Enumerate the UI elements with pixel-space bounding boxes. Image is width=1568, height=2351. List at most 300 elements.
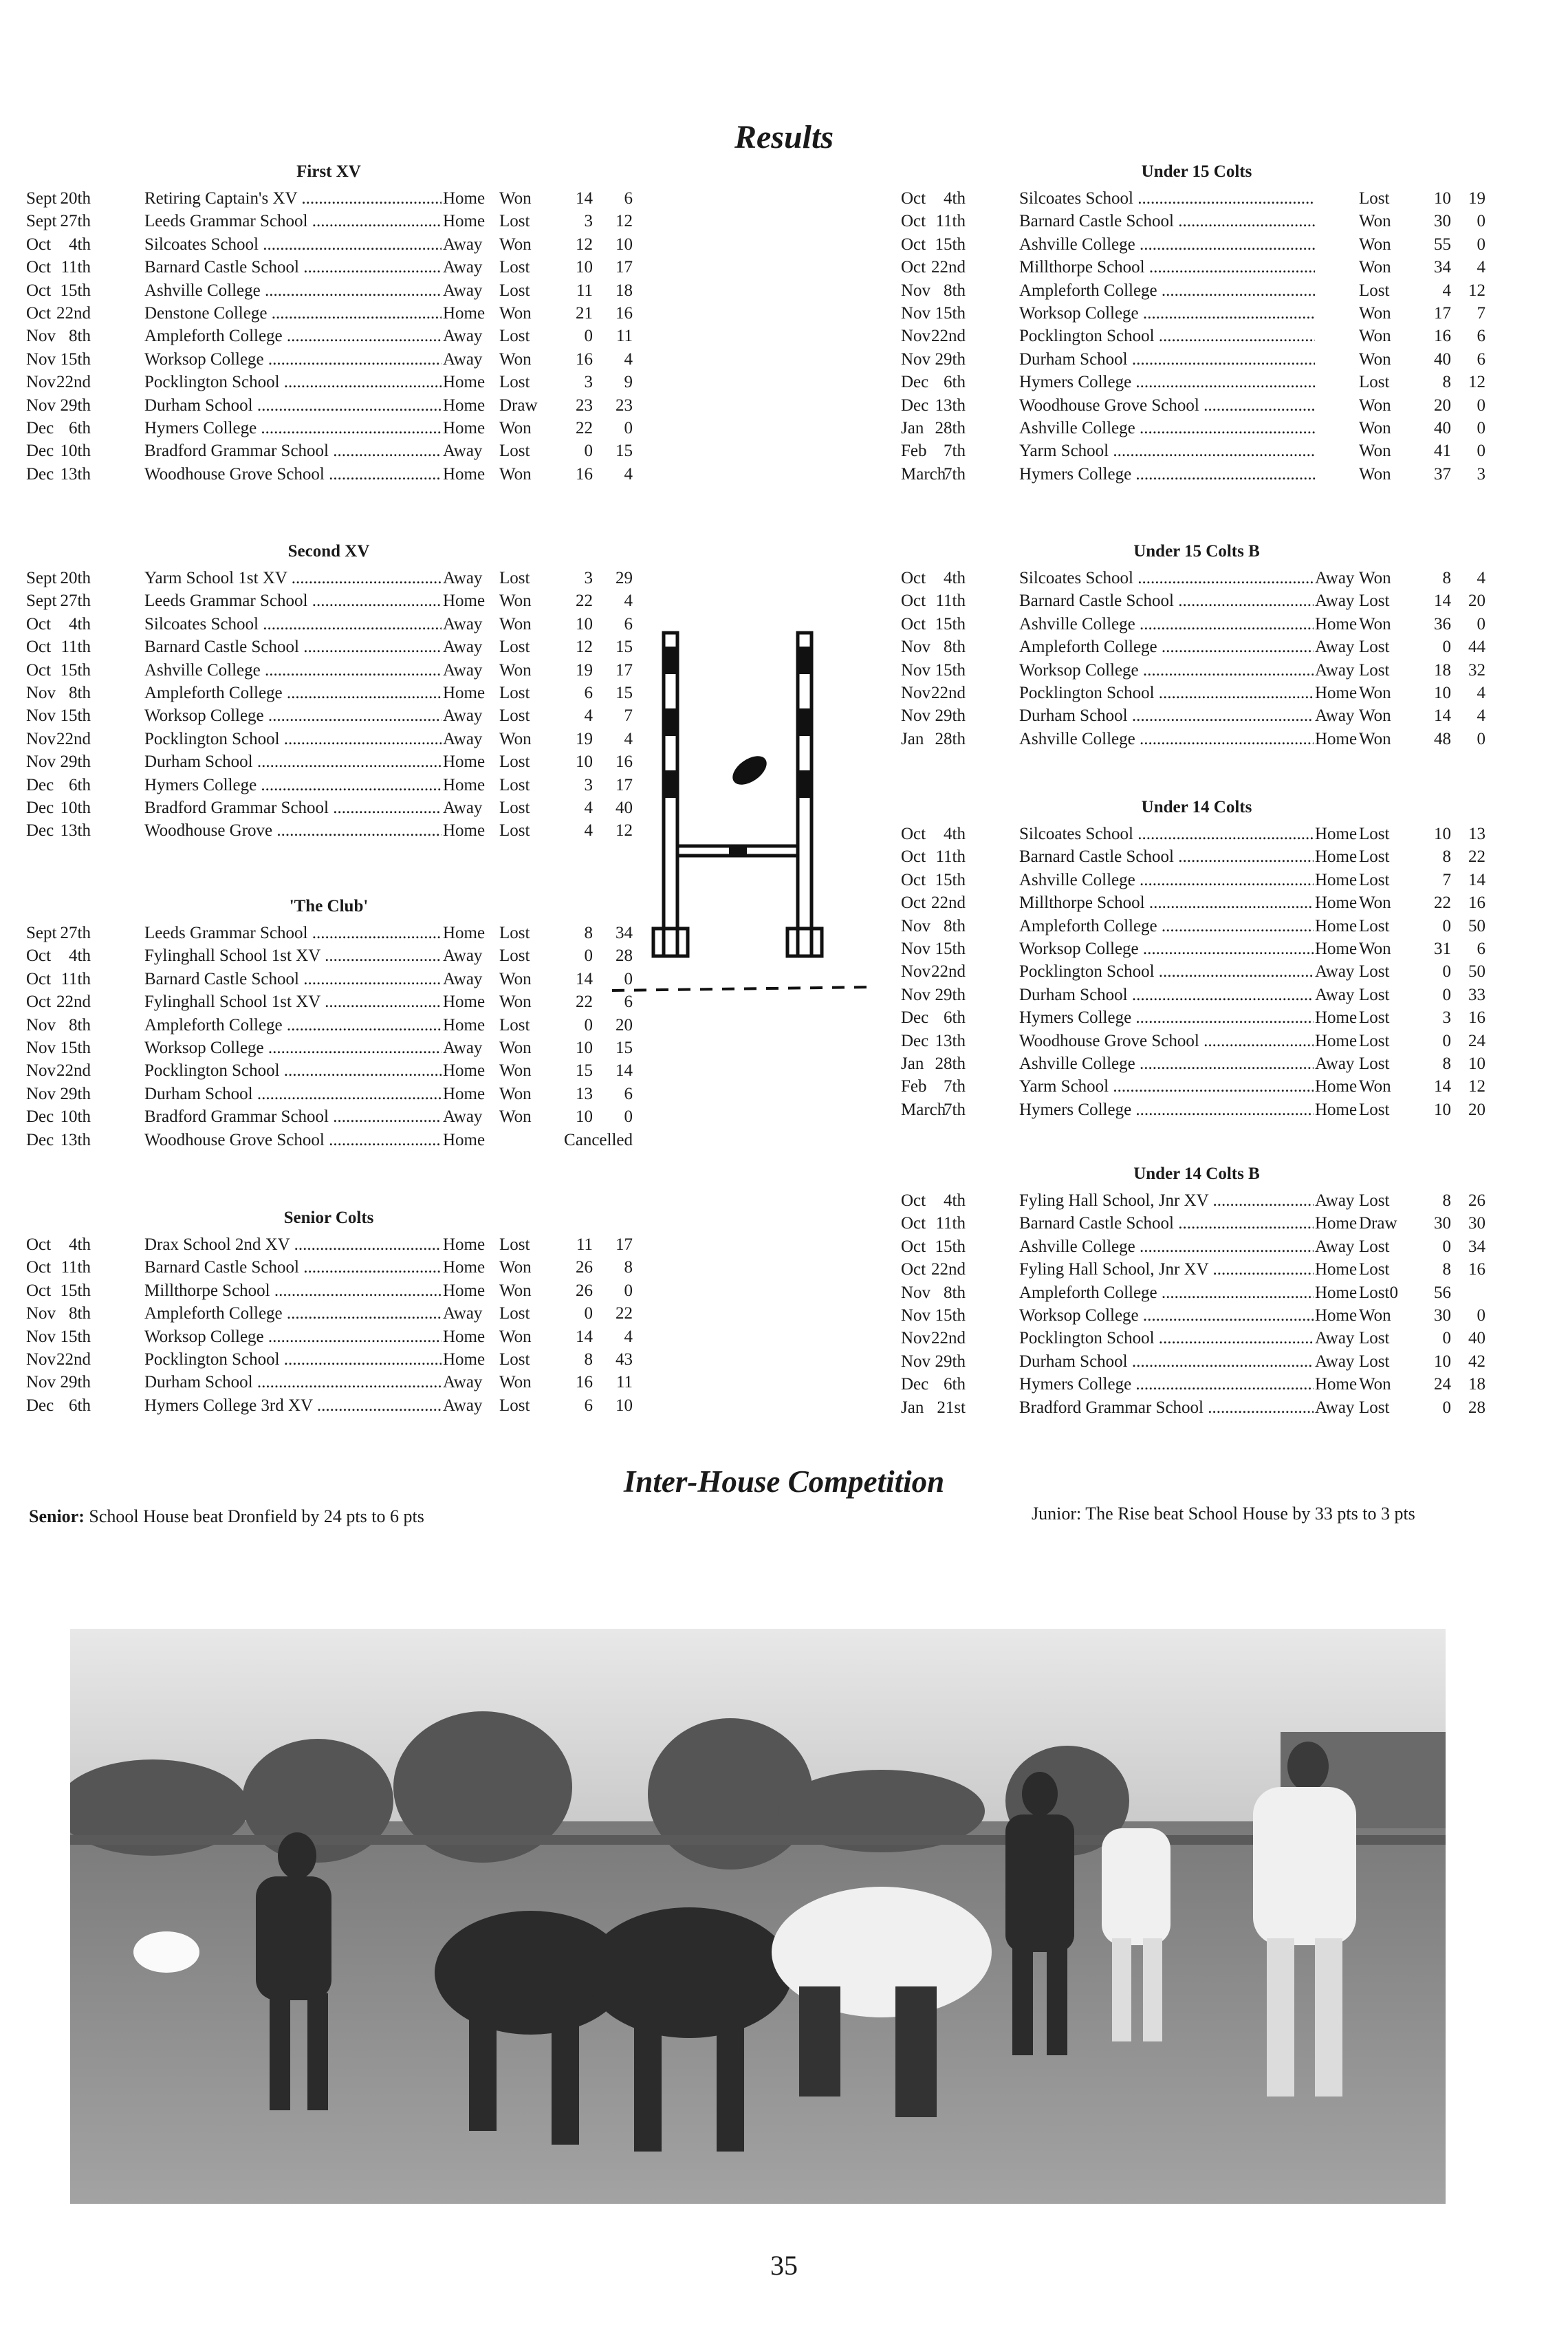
score-against: 6 xyxy=(624,614,633,633)
table-row xyxy=(901,256,1492,279)
opponent-name: Woodhouse Grove School ..... xyxy=(1019,1030,1315,1052)
venue: Home xyxy=(442,1083,484,1105)
match-month: Jan xyxy=(901,418,924,437)
venue: Away xyxy=(442,1302,484,1325)
opponent-name: Yarm School ..... xyxy=(1019,1075,1315,1098)
score-for: 3 xyxy=(584,212,593,231)
opponent-name: Fyling Hall School, Jnr XV ..... xyxy=(1019,1258,1315,1281)
venue: Away xyxy=(442,797,484,819)
score-against: 16 xyxy=(1468,1260,1485,1279)
opponent-name: Silcoates School ..... xyxy=(1019,187,1315,210)
inter-house-junior xyxy=(1032,1504,1415,1524)
match-day: 15th xyxy=(935,235,966,254)
table-row xyxy=(901,728,1492,750)
match-month: Oct xyxy=(901,212,926,231)
table-row xyxy=(26,704,631,727)
table-row xyxy=(26,613,631,636)
opponent-name: Ashville College ..... xyxy=(1019,869,1315,891)
match-day: 15th xyxy=(935,870,966,889)
table-row xyxy=(26,302,631,325)
senior-result: School House beat Dronfield by 24 pts to 6 pts xyxy=(89,1506,424,1526)
score-against: 12 xyxy=(616,821,633,841)
match-month: Sept xyxy=(26,569,57,587)
match-result: Won xyxy=(1359,258,1391,277)
opponent-name: Fyling Hall School, Jnr XV ..... xyxy=(1019,1189,1315,1212)
score-for: 0 xyxy=(1442,1031,1451,1050)
score-against: 0 xyxy=(624,418,633,437)
score-against: 0 xyxy=(624,1107,633,1127)
match-result: Won xyxy=(1359,464,1391,484)
match-result: Won xyxy=(1359,939,1391,958)
table-row xyxy=(901,1258,1492,1281)
match-month: Nov xyxy=(26,1373,56,1392)
venue: Away xyxy=(1314,636,1356,658)
match-month: Oct xyxy=(26,969,52,988)
table-row xyxy=(26,990,631,1013)
table-row xyxy=(901,1373,1492,1396)
score-for: 14 xyxy=(576,969,593,988)
match-day: 11th xyxy=(935,847,966,867)
match-month: Nov xyxy=(901,706,931,726)
table-row xyxy=(26,210,631,232)
score-against: 6 xyxy=(624,1084,633,1103)
score-for: 10 xyxy=(576,752,593,772)
table-row xyxy=(901,302,1492,325)
match-day: 22nd xyxy=(931,1260,966,1279)
match-result: Draw xyxy=(499,396,538,415)
venue: Away xyxy=(442,968,484,990)
match-day: 6th xyxy=(69,775,91,794)
table-row xyxy=(901,915,1492,938)
opponent-name: Hymers College ..... xyxy=(144,774,442,797)
match-month: Nov xyxy=(26,1015,56,1034)
match-day: 15th xyxy=(60,660,91,680)
opponent-name: Ashville College ..... xyxy=(1019,613,1315,636)
opponent-name: Millthorpe School ..... xyxy=(1019,256,1315,279)
score-for: 7 xyxy=(1442,870,1451,889)
opponent-name: Silcoates School ..... xyxy=(144,613,442,636)
match-month: Oct xyxy=(901,1237,926,1256)
match-month: Dec xyxy=(26,418,54,437)
table-row xyxy=(26,256,631,279)
venue: Home xyxy=(442,1348,484,1371)
table-row xyxy=(26,682,631,704)
score-for: 22 xyxy=(576,993,593,1012)
match-day: 15th xyxy=(935,1305,966,1325)
score-for: 8 xyxy=(1442,569,1451,587)
venue: Away xyxy=(1314,1052,1356,1075)
match-month: Nov xyxy=(26,1038,56,1057)
match-result: Won xyxy=(1359,327,1391,346)
score-for: 10 xyxy=(576,1107,593,1127)
match-result: Lost xyxy=(1359,916,1390,935)
table-row xyxy=(901,394,1492,417)
venue: Home xyxy=(442,1233,484,1256)
match-month: Oct xyxy=(26,660,52,680)
table-row xyxy=(26,394,631,417)
venue: Away xyxy=(442,704,484,727)
score-against: 22 xyxy=(616,1304,633,1323)
score-for: 0 xyxy=(1442,916,1451,935)
match-month: March xyxy=(901,1100,946,1119)
venue: Away xyxy=(1314,1235,1356,1258)
score-for: 0 xyxy=(584,442,593,461)
match-month: Nov xyxy=(901,985,931,1004)
match-day: 13th xyxy=(60,821,91,841)
opponent-name: Barnard Castle School ..... xyxy=(144,968,442,990)
score-for: 0 xyxy=(584,946,593,966)
match-result: Lost xyxy=(1359,638,1390,657)
opponent-name: Fylinghall School 1st XV ..... xyxy=(144,990,442,1013)
match-result: Lost xyxy=(499,946,530,966)
opponent-name: Hymers College ..... xyxy=(1019,463,1315,486)
table-row xyxy=(26,1233,631,1256)
venue: Home xyxy=(442,417,484,440)
match-day: 20th xyxy=(60,569,91,587)
match-day: 22nd xyxy=(931,258,966,277)
match-result: Won xyxy=(1359,729,1391,748)
venue: Home xyxy=(442,819,484,842)
match-month: Nov xyxy=(26,1327,56,1346)
match-result: Lost xyxy=(499,258,530,277)
venue: Home xyxy=(1314,891,1356,914)
match-day: 4th xyxy=(69,235,91,254)
score-against: 19 xyxy=(1468,189,1485,208)
table-row xyxy=(901,279,1492,302)
match-day: 22nd xyxy=(56,303,91,323)
match-day: 22nd xyxy=(56,1350,91,1369)
match-month: Oct xyxy=(26,993,52,1012)
table-row xyxy=(26,187,631,210)
score-against: 50 xyxy=(1468,962,1485,982)
match-day: 11th xyxy=(61,1258,91,1277)
table-row xyxy=(901,869,1492,891)
score-for: 14 xyxy=(1434,706,1451,726)
score-against: 20 xyxy=(1468,592,1485,611)
table-row xyxy=(26,348,631,371)
match-month: Dec xyxy=(901,1008,929,1028)
table-row xyxy=(901,984,1492,1006)
score-against: 11 xyxy=(616,1373,633,1392)
match-month: Nov xyxy=(901,349,931,369)
opponent-name: Ashville College ..... xyxy=(1019,417,1315,440)
score-against: 10 xyxy=(616,235,633,254)
table-row xyxy=(901,567,1492,589)
match-result: Lost xyxy=(1359,1329,1390,1348)
table-row xyxy=(26,1083,631,1105)
score-against: 22 xyxy=(1468,847,1485,867)
score-for: 13 xyxy=(576,1084,593,1103)
match-day: 21st xyxy=(937,1398,966,1417)
match-day: 6th xyxy=(69,418,91,437)
match-result: Lost xyxy=(499,281,530,300)
match-day: 15th xyxy=(60,1281,91,1300)
table-row xyxy=(26,1105,631,1128)
page-title: Results xyxy=(734,119,834,155)
score-for: 4 xyxy=(584,798,593,817)
match-day: 15th xyxy=(60,1038,91,1057)
table-title: First XV xyxy=(296,162,361,181)
match-result: Lost xyxy=(1359,847,1390,867)
opponent-name: Drax School 2nd XV ..... xyxy=(144,1233,442,1256)
opponent-name: Bradford Grammar School ..... xyxy=(144,440,442,462)
match-result: Won xyxy=(1359,1305,1391,1325)
opponent-name: Barnard Castle School ..... xyxy=(144,1256,442,1279)
score-against: 44 xyxy=(1468,638,1485,657)
match-result: Lost xyxy=(1359,985,1390,1004)
match-month: Nov xyxy=(26,729,56,748)
opponent-name: Silcoates School ..... xyxy=(1019,567,1315,589)
venue: Away xyxy=(442,728,484,750)
venue: Home xyxy=(442,1256,484,1279)
opponent-name: Ampleforth College ..... xyxy=(144,325,442,347)
opponent-name: Worksop College ..... xyxy=(144,1037,442,1059)
table-row xyxy=(26,1302,631,1325)
match-day: 6th xyxy=(944,1008,966,1028)
venue: Away xyxy=(1314,1327,1356,1350)
match-month: Feb xyxy=(901,442,927,461)
score-for: 55 xyxy=(1434,235,1451,254)
venue: Home xyxy=(442,463,484,486)
opponent-name: Ampleforth College ..... xyxy=(144,1302,442,1325)
score-against: 8 xyxy=(624,1258,633,1277)
score-for: 10 xyxy=(576,1038,593,1057)
score-for: 16 xyxy=(576,1373,593,1392)
match-month: Dec xyxy=(901,1031,929,1050)
score-for: 12 xyxy=(576,638,593,657)
match-day: 27th xyxy=(60,924,91,942)
match-result: Lost xyxy=(499,373,530,392)
match-month: Nov xyxy=(26,373,56,392)
score-against: 28 xyxy=(616,946,633,966)
venue: Away xyxy=(442,636,484,658)
score-for: 0 xyxy=(1442,962,1451,982)
match-month: Nov xyxy=(26,1084,56,1103)
score-for: 36 xyxy=(1434,614,1451,633)
score-for: 10 xyxy=(1434,825,1451,843)
match-day: 15th xyxy=(935,303,966,323)
match-result: Lost xyxy=(499,569,530,587)
opponent-name: Ashville College ..... xyxy=(1019,1052,1315,1075)
score-for: 0 xyxy=(1442,1237,1451,1256)
venue: Home xyxy=(1314,1098,1356,1121)
opponent-name: Pocklington School ..... xyxy=(144,371,442,393)
match-result: Won xyxy=(499,993,532,1012)
opponent-name: Ampleforth College ..... xyxy=(144,1014,442,1037)
score-for: 6 xyxy=(584,1396,593,1415)
match-result: Won xyxy=(1359,349,1391,369)
match-day: 22nd xyxy=(56,373,91,392)
score-for: 18 xyxy=(1434,660,1451,680)
opponent-name: Ampleforth College ..... xyxy=(144,682,442,704)
match-day: 15th xyxy=(935,939,966,958)
venue: Away xyxy=(1314,589,1356,612)
score-for: 0 xyxy=(1442,638,1451,657)
match-month: Oct xyxy=(901,847,926,867)
match-month: Oct xyxy=(901,569,926,587)
opponent-name: Pocklington School ..... xyxy=(144,1059,442,1082)
score-for: 10 xyxy=(1434,189,1451,208)
opponent-name: Durham School ..... xyxy=(1019,704,1315,727)
score-against: 0 xyxy=(1477,418,1485,437)
table-row xyxy=(901,613,1492,636)
match-result: Lost xyxy=(1359,592,1390,611)
score-for: 26 xyxy=(576,1281,593,1300)
match-month: Dec xyxy=(26,821,54,841)
score-against: 15 xyxy=(616,442,633,461)
score-for: 16 xyxy=(1434,327,1451,346)
match-day: 13th xyxy=(935,396,966,415)
match-month: Sept xyxy=(26,924,57,942)
score-against: 26 xyxy=(1468,1191,1485,1210)
table-row xyxy=(26,1279,631,1302)
score-against: 12 xyxy=(1468,1077,1485,1096)
score-against: 20 xyxy=(1468,1100,1485,1119)
inter-house-title: Inter-House Competition xyxy=(623,1464,945,1499)
match-result: Lost xyxy=(1359,1054,1390,1073)
opponent-name: Pocklington School ..... xyxy=(144,728,442,750)
match-result: Won xyxy=(1359,235,1391,254)
score-for: 8 xyxy=(1442,1191,1451,1210)
table-title: Under 15 Colts B xyxy=(1133,542,1260,561)
score-against: 40 xyxy=(616,798,633,817)
match-day: 29th xyxy=(60,396,91,415)
venue: Home xyxy=(1314,1281,1356,1304)
match-result: Lost xyxy=(499,821,530,841)
match-month: Dec xyxy=(901,396,929,415)
match-month: Nov xyxy=(901,962,931,982)
score-for: 19 xyxy=(576,729,593,748)
score-against: 0 xyxy=(624,969,633,988)
match-day: 10th xyxy=(60,442,91,461)
score-against: 16 xyxy=(1468,1008,1485,1028)
match-month: Oct xyxy=(901,258,926,277)
score-against: 15 xyxy=(616,683,633,702)
junior-label: Junior: xyxy=(1032,1504,1082,1524)
score-against: 4 xyxy=(624,464,633,484)
score-for: 0 xyxy=(1442,985,1451,1004)
table-row xyxy=(26,279,631,302)
score-against: 34 xyxy=(1468,1237,1485,1256)
match-day: 15th xyxy=(935,614,966,633)
score-against: 3 xyxy=(1477,464,1485,484)
match-day: 8th xyxy=(944,281,966,300)
score-against: 0 xyxy=(1477,442,1485,461)
match-result: Lost xyxy=(499,442,530,461)
match-result: Lost xyxy=(1359,1191,1390,1210)
table-row xyxy=(901,1396,1492,1419)
score-for: 3 xyxy=(1442,1008,1451,1028)
score-against: 43 xyxy=(616,1350,633,1369)
match-month: Sept xyxy=(26,212,57,231)
match-day: 13th xyxy=(60,1130,91,1149)
score-against: 10 xyxy=(1468,1054,1485,1073)
match-day: 28th xyxy=(935,1054,966,1073)
match-month: Nov xyxy=(901,916,931,935)
opponent-name: Barnard Castle School ..... xyxy=(1019,589,1315,612)
match-result: Won xyxy=(1359,614,1391,633)
score-against: 0 xyxy=(624,1281,633,1300)
venue: Home xyxy=(1314,938,1356,960)
table-row xyxy=(26,1037,631,1059)
venue: Home xyxy=(1314,1030,1356,1052)
venue: Away xyxy=(1314,1350,1356,1373)
match-result: Won xyxy=(499,1258,532,1277)
table-row xyxy=(901,1327,1492,1350)
match-result: Won xyxy=(499,1038,532,1057)
match-result: Won xyxy=(499,1281,532,1300)
venue: Away xyxy=(442,256,484,279)
match-month: Oct xyxy=(26,614,52,633)
match-month: Nov xyxy=(26,1304,56,1323)
score-against: 15 xyxy=(616,638,633,657)
match-month: Dec xyxy=(26,1107,54,1127)
table-row xyxy=(26,774,631,797)
match-result: Lost xyxy=(499,706,530,726)
match-day: 22nd xyxy=(931,893,966,913)
score-against: 0 xyxy=(1477,212,1485,231)
opponent-name: Hymers College ..... xyxy=(1019,371,1315,393)
score-against: 28 xyxy=(1468,1398,1485,1417)
table-row xyxy=(901,417,1492,440)
table-row xyxy=(901,1098,1492,1121)
score-against: 4 xyxy=(624,729,633,748)
opponent-name: Hymers College ..... xyxy=(1019,1098,1315,1121)
table-row xyxy=(26,463,631,486)
score-against: 10 xyxy=(616,1396,633,1415)
score-for: 37 xyxy=(1434,464,1451,484)
opponent-name: Worksop College ..... xyxy=(1019,302,1315,325)
table-row xyxy=(901,1212,1492,1235)
score-for: 3 xyxy=(584,775,593,794)
venue: Home xyxy=(442,371,484,393)
match-day: 27th xyxy=(60,592,91,611)
table-row xyxy=(26,1394,631,1417)
match-month: Oct xyxy=(901,1260,926,1279)
match-result: Won xyxy=(1359,396,1391,415)
match-result: Won xyxy=(499,592,532,611)
senior-label: Senior: xyxy=(29,1506,85,1526)
match-day: 8th xyxy=(944,916,966,935)
score-against: 4 xyxy=(624,592,633,611)
match-day: 6th xyxy=(944,1375,966,1394)
score-against: 50 xyxy=(1468,916,1485,935)
venue: Away xyxy=(442,325,484,347)
match-day: 29th xyxy=(935,349,966,369)
match-month: Nov xyxy=(26,327,56,346)
results-table xyxy=(901,537,1492,750)
score-for: 19 xyxy=(576,660,593,680)
venue: Home xyxy=(442,394,484,417)
score-against: 6 xyxy=(1477,349,1485,369)
venue: Home xyxy=(442,1014,484,1037)
match-month: Nov xyxy=(26,1061,56,1081)
match-result: Won xyxy=(499,235,532,254)
match-day: 4th xyxy=(944,825,966,843)
table-row xyxy=(901,348,1492,371)
match-month: Oct xyxy=(26,281,52,300)
score-against: 7 xyxy=(624,706,633,726)
match-month: Dec xyxy=(26,798,54,817)
opponent-name: Leeds Grammar School ..... xyxy=(144,210,442,232)
match-day: 29th xyxy=(935,1352,966,1371)
venue: Home xyxy=(442,682,484,704)
venue: Home xyxy=(442,750,484,773)
venue: Away xyxy=(442,613,484,636)
match-result: Lost xyxy=(499,1304,530,1323)
match-day: 13th xyxy=(935,1031,966,1050)
opponent-name: Denstone College ..... xyxy=(144,302,442,325)
